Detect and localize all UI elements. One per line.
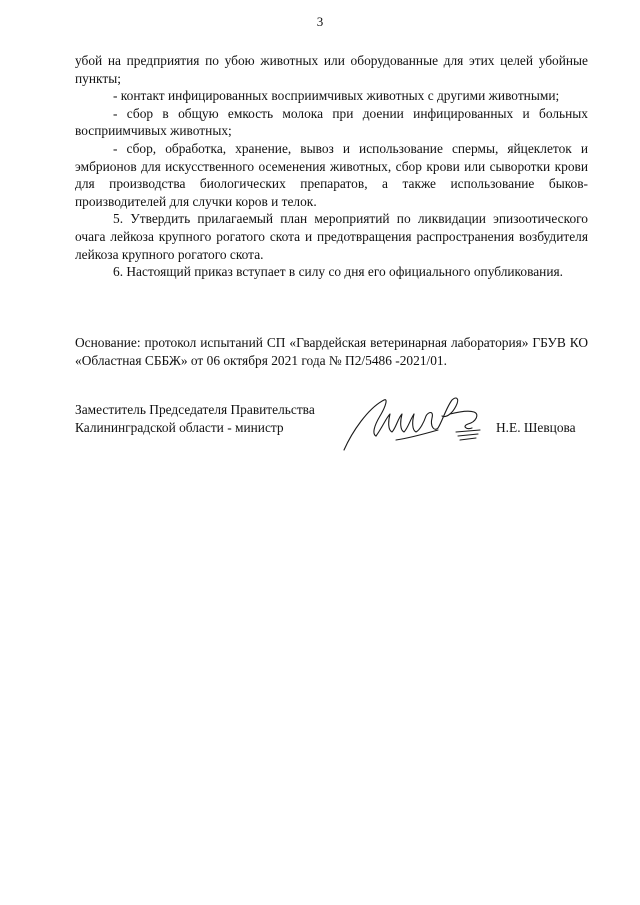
- handwritten-signature: [338, 388, 508, 460]
- paragraph-contact: - контакт инфицированных восприимчивых животных с другими животными;: [113, 88, 560, 104]
- basis-paragraph: Основание: протокол испытаний СП «Гвардейская ветеринарная лаборатория» ГБУВ КО «Областная СББЖ» от 06 октября 2021 года № П2/5486 -2021/01.: [75, 335, 588, 368]
- signatory-position-line1: Заместитель Председателя Правительства: [75, 402, 315, 417]
- document-body: [75, 52, 588, 281]
- paragraph-milk: - сбор в общую емкость молока при доении инфицированных и больных восприимчивых животных;: [75, 105, 588, 139]
- paragraph-slaughter: убой на предприятия по убою животных или оборудованные для этих целей убойные пункты;: [75, 53, 588, 86]
- signatory-name: Н.Е. Шевцова: [496, 420, 576, 435]
- signatory-position: [75, 401, 315, 436]
- paragraph-item-5: 5. Утвердить прилагаемый план мероприятий по ликвидации эпизоотического очага лейкоза крупного рогатого скота и предотвращения распространения возбудителя лейкоза крупного рогатого скота.: [75, 211, 588, 262]
- paragraph-sperm: - сбор, обработка, хранение, вывоз и использование спермы, яйцеклеток и эмбрионов для искусственного осеменения животных, сбор крови или сыворотки крови для производства биологических препаратов, а также использование быков-производителей для случки коров и телок.: [75, 140, 588, 209]
- page-number: 3: [316, 14, 324, 29]
- paragraph-item-6: 6. Настоящий приказ вступает в силу со дня его официального опубликования.: [113, 264, 563, 280]
- signatory-position-line2: Калининградской области - министр: [75, 419, 284, 435]
